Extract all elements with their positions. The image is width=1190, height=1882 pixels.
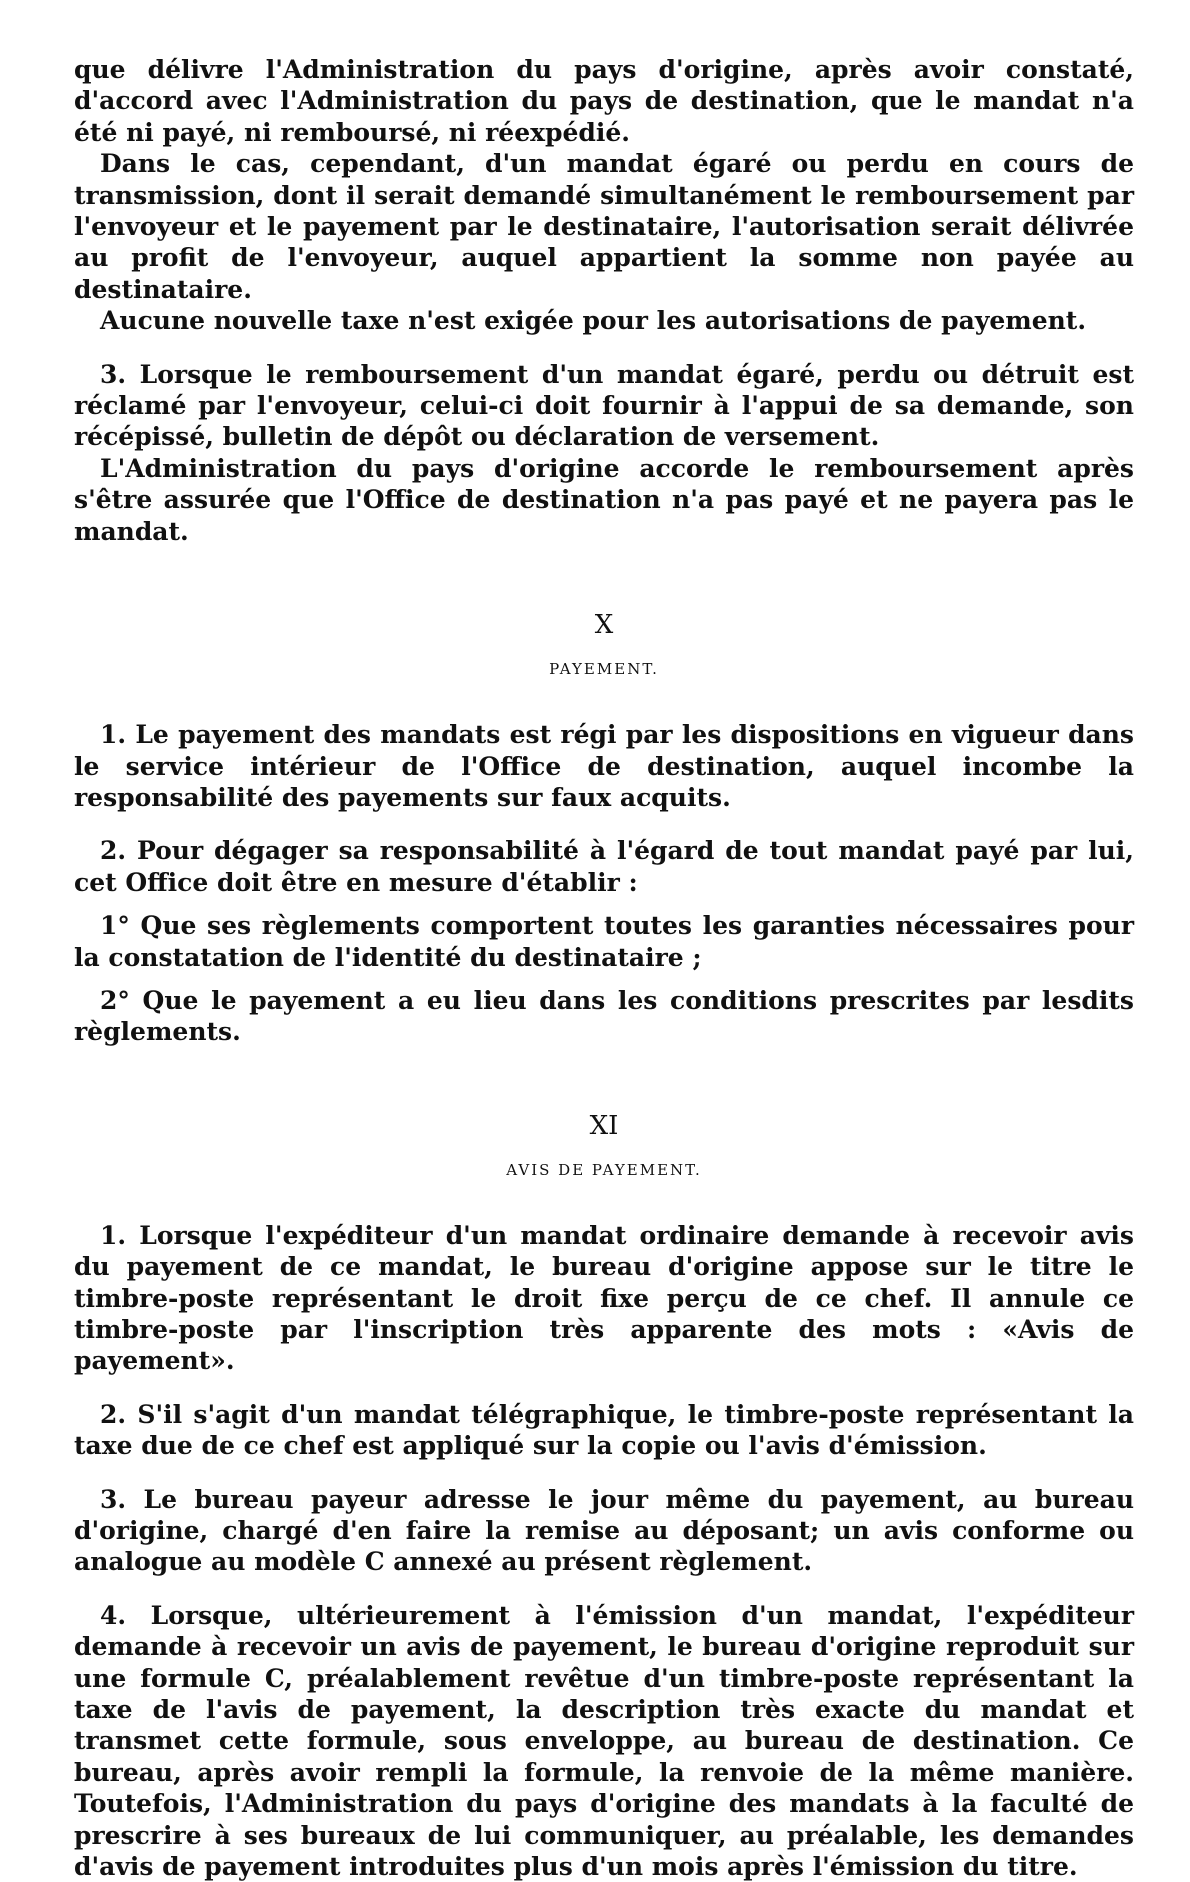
section-number: XI — [589, 1110, 619, 1141]
paragraph-refund-granted: L'Administration du pays d'origine accorde le remboursement après s'être assurée que l'Office de destination n'a pas payé et ne payera pas le mandat. — [74, 453, 1134, 546]
paragraph-item-3: 3. Le bureau payeur adresse le jour même du payement, au bureau d'origine, chargé d'en faire la remise au déposant; un avis conforme ou analogue au modèle C annexé au présent règlement. — [74, 1484, 1134, 1577]
paragraph-item-2: 2. Pour dégager sa responsabilité à l'égard de tout mandat payé par lui, cet Office doit être en mesure d'établir : — [74, 836, 1134, 897]
paragraph-item-1: 1. Lorsque l'expéditeur d'un mandat ordinaire demande à recevoir avis du payement de ce mandat, le bureau d'origine appose sur le titre le timbre-poste représentant le droit fixe perçu de ce chef. Il annule ce timbre-poste par l'inscription très apparente des mots : «Avis de payement». — [74, 1220, 1134, 1376]
section-number: X — [594, 610, 614, 641]
paragraph-sub-1: 1° Que ses règlements comportent toutes les garanties nécessaires pour la constatation de l'identité du destinataire ; — [74, 911, 1134, 972]
paragraph-item-4: 4. Lorsque, ultérieurement à l'émission d'un mandat, l'expéditeur demande à recevoir un avis de payement, le bureau d'origine reproduit sur une formule C, préalablement revêtue d'un timbre-poste représentant la taxe de l'avis de payement, la description très exacte du mandat et transmet cette formule, sous enveloppe, au bureau de destination. Ce bureau, après avoir rempli la formule, la renvoie de la même manière. Toutefois, l'Administration du pays d'origine des mandats à la faculté de prescrire à ses bureaux de lui communiquer, au préalable, les demandes d'avis de payement introduites plus d'un mois après l'émission du titre. — [74, 1600, 1134, 1882]
paragraph-item-1: 1. Le payement des mandats est régi par les dispositions en vigueur dans le service intérieur de l'Office de destination, auquel incombe la responsabilité des payements sur faux acquits. — [74, 720, 1134, 812]
paragraph-item-3: 3. Lorsque le remboursement d'un mandat égaré, perdu ou détruit est réclamé par l'envoyeur, celui-ci doit fournir à l'appui de sa demande, son récépissé, bulletin de dépôt ou déclaration de versement. — [74, 359, 1134, 452]
paragraph-item-2: 2. S'il s'agit d'un mandat télégraphique, le timbre-poste représentant la taxe due de ce chef est appliqué sur la copie ou l'avis d'émission. — [74, 1399, 1134, 1461]
section-title: PAYEMENT. — [549, 660, 659, 679]
section-xi-heading — [74, 1110, 1134, 1180]
paragraph-continuation: que délivre l'Administration du pays d'origine, après avoir constaté, d'accord avec l'Administration du pays de destination, que le mandat n'a été ni payé, ni remboursé, ni réexpédié. — [74, 55, 1134, 147]
section-title: AVIS DE PAYEMENT. — [506, 1160, 702, 1179]
paragraph-sub-2: 2° Que le payement a eu lieu dans les conditions prescrites par lesdits règlements. — [74, 985, 1134, 1047]
section-x-heading — [74, 609, 1134, 679]
paragraph-lost-mandat-case: Dans le cas, cependant, d'un mandat égaré ou perdu en cours de transmission, dont il serait demandé simultanément le remboursement par l'envoyeur et le payement par le destinataire, l'autorisation serait délivrée au profit de l'envoyeur, auquel appartient la somme non payée au destinataire. — [74, 149, 1134, 304]
paragraph-no-new-tax: Aucune nouvelle taxe n'est exigée pour les autorisations de payement. — [100, 306, 1087, 336]
